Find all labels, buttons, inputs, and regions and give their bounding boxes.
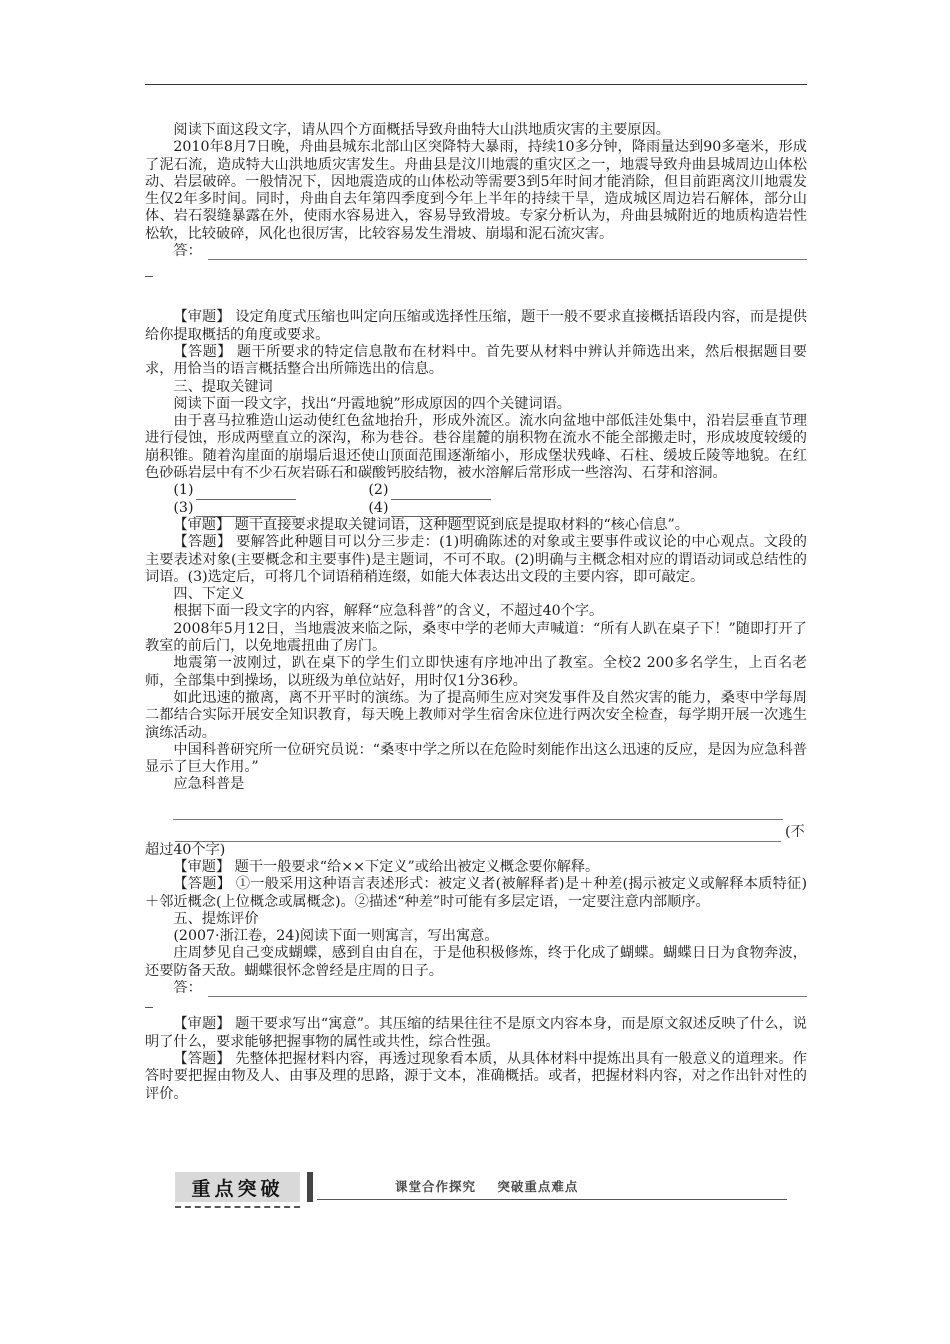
definition-limit-note: (不 [785,824,805,841]
keyword-blank-1[interactable]: (1) [173,482,368,499]
banner-separator [307,1172,313,1202]
sec4-answer-start: 应急科普是 [173,776,245,793]
answer-label: 答： [173,980,202,997]
sec4-dati: 【答题】 ①一般采用这种语言表述形式：被定义者(被解释者)是＋种差(揭示被定义或解释本质特征)＋邻近概念(上位概念或属概念)。②描述“种差”时可能有多层定语，一定要注意内部顺序。 [145,876,807,910]
sec5-prompt: (2007·浙江卷，24)阅读下面一则寓言，写出寓意。 [173,928,499,945]
keyword-blanks-row-1 [145,482,807,499]
sec4-shenti: 【审题】 题干一般要求“给××下定义”或给出被定义概念要你解释。 [173,858,600,875]
blank-underline[interactable] [391,487,491,500]
sec5-passage: 庄周梦见自己变成蝴蝶，感到自由自在，于是他积极修炼，终于化成了蝴蝶。蝴蝶日日为食物奔波，还要防备天敌。蝴蝶很怀念曾经是庄周的日子。 [145,945,807,979]
sec2-prompt: 阅读下面这段文字，请从四个方面概括导致舟曲特大山洪地质灾害的主要原因。 [173,122,670,138]
definition-answer-line-1[interactable] [173,802,783,820]
definition-answer-line-2[interactable] [175,824,781,842]
banner-caption: 课堂合作探究 突破重点难点 [395,1179,579,1194]
keyword-blank-2[interactable]: (2) [368,482,563,499]
sec4-p2: 地震第一波刚过，趴在桌下的学生们立即快速有序地冲出了教室。全校2 200多名学生，上百名老师，全部集中到操场，以班级为单位站好，用时仅1分36秒。 [145,655,807,689]
document-body [145,122,807,1103]
sec2-answer-line[interactable] [145,243,807,260]
badge-underline [175,1206,300,1208]
sec3-prompt: 阅读下面一段文字，找出“丹霞地貌”形成原因的四个关键词语。 [173,395,571,412]
sec2-passage: 2010年8月7日晚，舟曲县城东北部山区突降特大暴雨，持续10多分钟，降雨量达到90多毫米，形成了泥石流，造成特大山洪地质灾害发生。舟曲县是汶川地震的重灾区之一，地震导致舟曲县城周边山体松动、岩层破碎。一般情况下，因地震造成的山体松动等需要3到5年时间才能消除，但目前距离汶川地震发生仅2年多时间。同时，舟曲自去年第四季度到今年上半年的持续干旱，造成城区周边岩石解体，部分山体、岩石裂缝暴露在外，使雨水容易进入，容易导致滑坡。专家分析认为，舟曲县城附近的地质构造岩性松软，比较破碎，风化也很厉害，比较容易发生滑坡、崩塌和泥石流灾害。 [145,139,807,242]
definition-answer-line-2-row [145,824,807,842]
top-rule [145,84,807,85]
sec4-p4: 中国科普研究所一位研究员说：“桑枣中学之所以在危险时刻能作出这么迅速的反应，是因为应急科普显示了巨大作用。” [145,741,807,776]
answer-label: 答： [173,243,202,260]
answer-blank[interactable] [208,984,807,997]
sec4-heading: 四、下定义 [173,586,245,603]
sec3-passage: 由于喜马拉雅造山运动使红色盆地抬升，形成外流区。流水向盆地中部低洼处集中，沿岩层垂直节理进行侵蚀，形成两壁直立的深沟，称为巷谷。巷谷崖麓的崩积物在流水不能全部搬走时，形成坡度较缓的崩积锥。随着沟崖面的崩塌后退还使山顶面范围逐渐缩小，形成堡状残峰、石柱、缓坡丘陵等地貌。在红色砂砾岩层中有不少石灰岩砾石和碳酸钙胶结物，被水溶解后常形成一些溶沟、石芽和溶洞。 [145,413,807,482]
section-banner [175,1172,795,1212]
sec2-dati: 【答题】 题干所要求的特定信息散布在材料中。首先要从材料中辨认并筛选出来，然后根据题目要求，用恰当的语言概括整合出所筛选出的信息。 [145,343,807,378]
answer-continuation-mark [145,1007,153,1008]
sec3-heading: 三、提取关键词 [173,378,273,395]
sec4-prompt: 根据下面一段文字的内容，解释“应急科普”的含义，不超过40个字。 [173,603,604,620]
blank-underline[interactable] [196,487,296,500]
blank-underline[interactable] [196,504,296,517]
answer-blank[interactable] [208,247,807,260]
section-badge: 重点突破 [175,1172,300,1202]
answer-continuation-mark [145,276,153,277]
keyword-blank-4[interactable]: (4) [368,500,563,517]
sec5-answer-line[interactable] [145,980,807,997]
sec5-heading: 五、提炼评价 [173,910,259,927]
sec3-dati: 【答题】 要解答此种题目可以分三步走：(1)明确陈述的对象或主要事件或议论的中心观点。文段的主要表述对象(主要概念和主要事件)是主题词，不可不取。(2)明确与主概念相对应的谓语动词或总结性的词语。(3)选定后，可将几个词语稍稍连缀，如能大体表达出文段的主要内容，即可敲定。 [145,534,807,585]
sec5-dati: 【答题】 先整体把握材料内容，再透过现象看本质，从具体材料中提炼出具有一般意义的道理来。作答时要把握由物及人、由事及理的思路，源于文本，准确概括。或者，把握材料内容，对之作出针对性的评价。 [145,1050,807,1102]
sec2-shenti: 【审题】 设定角度式压缩也叫定向压缩或选择性压缩，题干一般不要求直接概括语段内容，而是提供给你提取概括的角度或要求。 [145,309,807,343]
keyword-blanks-row-2 [145,500,807,517]
sec3-shenti: 【审题】 题干直接要求提取关键词语，这种题型说到底是提取材料的“核心信息”。 [173,516,689,533]
banner-rule [317,1199,787,1200]
sec4-p1: 2008年5月12日，当地震波来临之际，桑枣中学的老师大声喊道：“所有人趴在桌子下！”随即打开了教室的前后门，以免地震扭曲了房门。 [145,620,807,655]
keyword-blank-3[interactable]: (3) [173,500,368,517]
definition-limit-note-cont: 超过40个字) [145,841,226,858]
sec5-shenti: 【审题】 题干要求写出“寓意”。其压缩的结果往往不是原文内容本身，而是原文叙述反映了什么，说明了什么，要求能够把握事物的属性或共性，综合性强。 [145,1016,807,1050]
sec4-p3: 如此迅速的撤离，离不开平时的演练。为了提高师生应对突发事件及自然灾害的能力，桑枣中学每周二都结合实际开展安全知识教育，每天晚上教师对学生宿舍床位进行两次安全检查，每学期开展一次逃生演练活动。 [145,689,807,741]
blank-underline[interactable] [391,504,491,517]
